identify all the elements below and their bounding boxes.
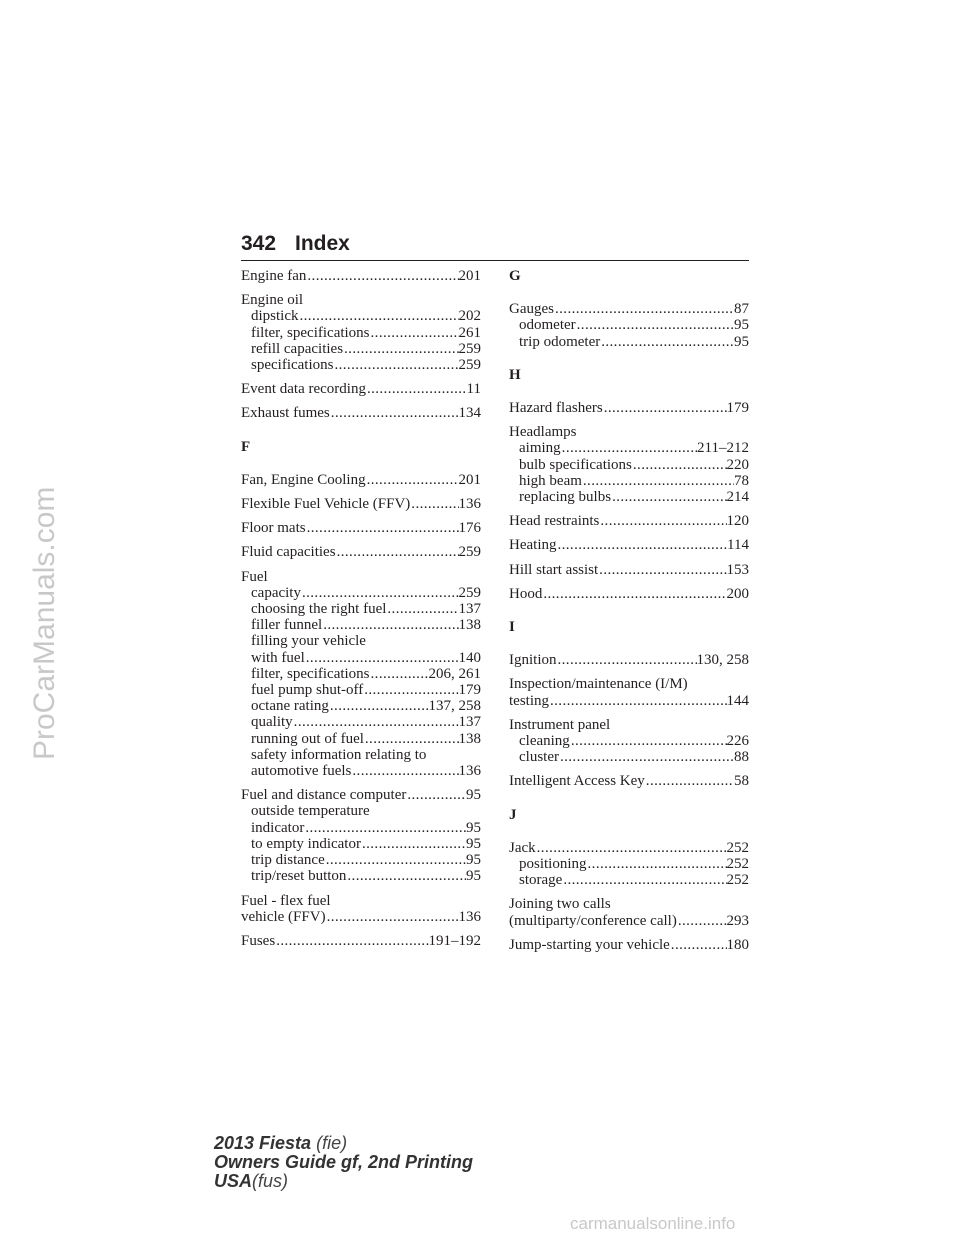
index-subentry-line — [241, 682, 481, 698]
page-ref: 259 — [458, 357, 481, 374]
index-entry-line — [509, 301, 749, 317]
page-ref: 134 — [458, 405, 481, 422]
entry-text: quality — [251, 714, 293, 731]
page-ref: 252 — [726, 856, 749, 873]
entry-text: Headlamps — [509, 424, 577, 441]
page-ref: 58 — [734, 773, 749, 790]
index-entry-line — [509, 562, 749, 578]
index-entry-line — [509, 400, 749, 416]
dot-leader — [364, 731, 459, 747]
page-ref: 259 — [458, 544, 481, 561]
entry-text: safety information relating to — [251, 746, 427, 763]
section-letter: I — [509, 619, 515, 636]
entry-text: filling your vehicle — [251, 633, 366, 650]
index-subentry-line — [509, 872, 749, 888]
index-entry — [509, 676, 749, 708]
entry-text: Floor mats — [241, 520, 306, 537]
page-ref: 179 — [726, 400, 749, 417]
index-subentry-line — [241, 308, 481, 324]
index-entry — [241, 787, 481, 884]
page-header — [241, 232, 749, 261]
entry-text: bulb specifications — [519, 456, 632, 473]
dot-leader — [301, 585, 459, 601]
index-subentry-line — [241, 852, 481, 868]
page-ref: 11 — [466, 381, 481, 398]
entry-text: storage — [519, 872, 563, 889]
index-entry — [509, 896, 749, 928]
page-ref: 95 — [466, 835, 481, 852]
entry-text: Fluid capacities — [241, 544, 336, 561]
dot-leader — [587, 856, 727, 872]
page-ref: 136 — [458, 496, 481, 513]
dot-leader — [570, 733, 727, 749]
page-ref: 137 — [458, 601, 481, 618]
page-number: 342 — [241, 232, 277, 255]
index-entry — [241, 268, 481, 284]
entry-text: Fuses — [241, 932, 276, 949]
index-entry — [241, 933, 481, 949]
dot-leader — [549, 693, 727, 709]
entry-text: fuel pump shut-off — [251, 682, 364, 699]
page-ref: 252 — [726, 839, 749, 856]
index-column-right — [509, 268, 749, 961]
page-ref: 202 — [458, 308, 481, 325]
index-entry-line — [509, 513, 749, 529]
entry-text: octane rating — [251, 698, 329, 715]
entry-text: trip odometer — [519, 333, 601, 350]
dot-leader — [306, 268, 458, 284]
page-ref: 138 — [458, 617, 481, 634]
index-entry — [241, 520, 481, 536]
entry-text: specifications — [251, 357, 334, 374]
page-ref: 261 — [458, 324, 481, 341]
entry-text: Gauges — [509, 301, 554, 318]
index-entry — [241, 472, 481, 488]
entry-text: Flexible Fuel Vehicle (FFV) — [241, 496, 411, 513]
entry-text: vehicle (FFV) — [241, 908, 326, 925]
dot-leader — [632, 457, 727, 473]
index-subentry-line — [509, 457, 749, 473]
page-ref: 136 — [458, 763, 481, 780]
dot-leader — [336, 544, 459, 560]
entry-text: Heating — [509, 537, 557, 554]
dot-leader — [361, 836, 466, 852]
footer-guide: Owners Guide gf, 2nd Printing — [214, 1152, 474, 1172]
page-ref: 201 — [458, 471, 481, 488]
index-subentry-line — [509, 317, 749, 333]
index-entry-line — [509, 693, 749, 709]
index-entry-line — [241, 520, 481, 536]
entry-text: Jump-starting your vehicle — [509, 936, 670, 953]
dot-leader — [562, 872, 726, 888]
entry-text: Fan, Engine Cooling — [241, 471, 366, 488]
index-entry-line — [509, 424, 749, 440]
dot-leader — [542, 586, 726, 602]
dot-leader — [366, 381, 467, 397]
footer-market-code: (fus) — [252, 1171, 289, 1191]
index-subentry-line — [509, 473, 749, 489]
index-entry-line — [241, 405, 481, 421]
dot-leader — [561, 440, 697, 456]
page-ref: 120 — [726, 513, 749, 530]
page-title: Index — [295, 232, 350, 255]
entry-text: Joining two calls — [509, 896, 611, 913]
page-ref: 220 — [726, 456, 749, 473]
index-subentry-line — [241, 763, 481, 779]
index-entry-line — [509, 717, 749, 733]
index-entry-line — [509, 937, 749, 953]
page-ref: 293 — [726, 912, 749, 929]
dot-leader — [299, 308, 459, 324]
dot-leader — [611, 489, 726, 505]
page-ref: 211–212 — [697, 440, 749, 457]
index-subentry-line — [509, 440, 749, 456]
entry-text: replacing bulbs — [519, 489, 612, 506]
index-entry — [509, 424, 749, 505]
page-ref: 200 — [726, 585, 749, 602]
page-ref: 180 — [726, 936, 749, 953]
page-ref: 95 — [466, 819, 481, 836]
index-entry — [241, 292, 481, 373]
index-entry-line — [241, 787, 481, 803]
index-subentry-line — [241, 714, 481, 730]
entry-text: Ignition — [509, 652, 557, 669]
section-letter: J — [509, 806, 517, 823]
index-entry-line — [241, 268, 481, 284]
footer-market: USA — [214, 1171, 253, 1191]
index-entry — [509, 301, 749, 350]
section-letter: H — [509, 366, 521, 383]
index-entry — [509, 400, 749, 416]
dot-leader — [326, 909, 459, 925]
index-entry — [241, 381, 481, 397]
entry-text: testing — [509, 692, 549, 709]
entry-text: Fuel — [241, 568, 268, 585]
dot-leader — [330, 405, 459, 421]
dot-leader — [293, 714, 459, 730]
index-entry — [509, 717, 749, 766]
dot-leader — [275, 933, 428, 949]
dot-leader — [603, 400, 727, 416]
dot-leader — [557, 652, 697, 668]
entry-text: filler funnel — [251, 617, 323, 634]
entry-text: Head restraints — [509, 513, 600, 530]
index-entry — [241, 496, 481, 512]
dot-leader — [559, 749, 734, 765]
index-entry-line — [509, 676, 749, 692]
index-entry-line — [241, 472, 481, 488]
page-ref: 88 — [734, 749, 749, 766]
page-ref: 95 — [466, 868, 481, 885]
section-letter: F — [241, 438, 251, 455]
side-watermark-text: ProCarManuals.com — [28, 486, 61, 760]
dot-leader — [536, 840, 727, 856]
index-entry — [509, 652, 749, 668]
dot-leader — [329, 698, 429, 714]
index-subentry-line — [241, 617, 481, 633]
page-ref: 114 — [727, 537, 749, 554]
index-subentry-line — [241, 868, 481, 884]
index-subentry-line — [241, 666, 481, 682]
dot-leader — [306, 520, 459, 536]
dot-leader — [325, 852, 466, 868]
index-entry-line — [241, 933, 481, 949]
dot-leader — [351, 763, 458, 779]
dot-leader — [370, 325, 459, 341]
bottom-watermark: carmanualsonline.info — [570, 1214, 736, 1233]
page-ref: 137 — [458, 714, 481, 731]
index-entry-line — [241, 544, 481, 560]
entry-text: trip distance — [251, 852, 325, 869]
dot-leader — [304, 820, 466, 836]
page-ref: 130, 258 — [696, 652, 749, 669]
entry-text: positioning — [519, 856, 587, 873]
entry-text: Instrument panel — [509, 716, 611, 733]
index-entry-line — [241, 909, 481, 925]
page-ref: 138 — [458, 730, 481, 747]
page-ref: 226 — [726, 733, 749, 750]
entry-text: trip/reset button — [251, 868, 347, 885]
page-ref: 78 — [734, 472, 749, 489]
entry-text: indicator — [251, 819, 305, 836]
entry-text: cluster — [519, 749, 559, 766]
index-entry — [509, 537, 749, 553]
dot-leader — [670, 937, 727, 953]
entry-text: high beam — [519, 472, 582, 489]
dot-leader — [366, 472, 459, 488]
page-ref: 201 — [458, 268, 481, 284]
entry-text: capacity — [251, 584, 301, 601]
index-subentry-line — [509, 489, 749, 505]
page-ref: 176 — [458, 520, 481, 537]
page-ref: 252 — [726, 872, 749, 889]
dot-leader — [599, 513, 726, 529]
entry-text: cleaning — [519, 733, 570, 750]
entry-text: Hazard flashers — [509, 400, 603, 417]
dot-leader — [322, 617, 458, 633]
entry-text: outside temperature — [251, 803, 370, 820]
entry-text: dipstick — [251, 308, 299, 325]
entry-text: aiming — [519, 440, 561, 457]
entry-text: Hood — [509, 585, 543, 602]
dot-leader — [370, 666, 429, 682]
index-subentry-line — [241, 820, 481, 836]
dot-leader — [410, 496, 458, 512]
index-subentry-line — [241, 341, 481, 357]
entry-text: odometer — [519, 317, 576, 334]
dot-leader — [556, 537, 727, 553]
dot-leader — [333, 357, 458, 373]
entry-text: filter, specifications — [251, 324, 370, 341]
dot-leader — [677, 913, 727, 929]
dot-leader — [343, 341, 458, 357]
entry-text: to empty indicator — [251, 835, 361, 852]
index-entry-line — [241, 292, 481, 308]
footer-model: 2013 Fiesta — [214, 1133, 312, 1153]
page-ref: 95 — [466, 852, 481, 869]
index-entry-line — [509, 840, 749, 856]
index-entry — [509, 562, 749, 578]
page-ref: 214 — [726, 489, 749, 506]
entry-text: Inspection/maintenance (I/M) — [509, 676, 688, 693]
index-subentry-line — [241, 325, 481, 341]
dot-leader — [598, 562, 726, 578]
entry-text: filter, specifications — [251, 665, 370, 682]
index-entry-line — [241, 569, 481, 585]
dot-leader — [406, 787, 466, 803]
page-ref: 191–192 — [428, 932, 481, 949]
entry-text: Hill start assist — [509, 561, 599, 578]
entry-text: choosing the right fuel — [251, 601, 387, 618]
section-letter: G — [509, 268, 521, 284]
index-entry-line — [509, 537, 749, 553]
footer — [214, 1134, 473, 1191]
index-entry — [509, 513, 749, 529]
dot-leader — [582, 473, 734, 489]
entry-text: with fuel — [251, 649, 305, 666]
page-ref: 137, 258 — [428, 698, 481, 715]
index-entry — [241, 569, 481, 780]
dot-leader — [576, 317, 734, 333]
entry-text: Engine fan — [241, 268, 307, 284]
index-subentry-line — [241, 357, 481, 373]
index-entry — [241, 544, 481, 560]
index-subentry-line — [241, 585, 481, 601]
index-entry — [509, 773, 749, 789]
page-ref: 87 — [734, 301, 749, 318]
index-subentry-line — [241, 698, 481, 714]
page-ref: 95 — [734, 333, 749, 350]
index-subentry-line — [509, 749, 749, 765]
entry-text: Fuel - flex fuel — [241, 892, 331, 909]
entry-text: Fuel and distance computer — [241, 787, 407, 804]
page-ref: 140 — [458, 649, 481, 666]
entry-text: automotive fuels — [251, 763, 352, 780]
index-entry-line — [241, 496, 481, 512]
index-entry-line — [241, 381, 481, 397]
entry-text: running out of fuel — [251, 730, 364, 747]
index-subentry-line — [509, 733, 749, 749]
index-entry-line — [241, 893, 481, 909]
index-entry-line — [509, 586, 749, 602]
index-subentry-line — [241, 650, 481, 666]
index-entry-line — [509, 896, 749, 912]
page-ref: 179 — [458, 682, 481, 699]
index-entry — [241, 405, 481, 421]
entry-text: Event data recording — [241, 381, 366, 398]
dot-leader — [346, 868, 466, 884]
index-entry-line — [509, 652, 749, 668]
dot-leader — [600, 334, 734, 350]
side-watermark — [6, 486, 61, 920]
dot-leader — [386, 601, 458, 617]
page-ref: 206, 261 — [428, 665, 481, 682]
index-subentry-line — [241, 633, 481, 649]
entry-text: Intelligent Access Key — [509, 773, 645, 790]
dot-leader — [363, 682, 458, 698]
index-entry — [241, 893, 481, 925]
index-entry — [509, 840, 749, 889]
entry-text: Exhaust fumes — [241, 405, 330, 422]
page-ref: 259 — [458, 340, 481, 357]
page-ref: 95 — [734, 317, 749, 334]
index-subentry-line — [241, 803, 481, 819]
index-entry-line — [509, 773, 749, 789]
index-subentry-line — [241, 601, 481, 617]
index-column-left — [241, 268, 481, 957]
entry-text: refill capacities — [251, 340, 344, 357]
index-subentry-line — [241, 747, 481, 763]
footer-model-code: (fie) — [316, 1133, 348, 1153]
page-ref: 259 — [458, 584, 481, 601]
entry-text: Engine oil — [241, 292, 304, 309]
entry-text: (multiparty/conference call) — [509, 912, 677, 929]
index-subentry-line — [509, 334, 749, 350]
entry-text: Jack — [509, 839, 536, 856]
dot-leader — [645, 773, 734, 789]
page-ref: 144 — [726, 692, 749, 709]
dot-leader — [305, 650, 459, 666]
index-subentry-line — [509, 856, 749, 872]
index-subentry-line — [241, 836, 481, 852]
index-subentry-line — [241, 731, 481, 747]
index-entry — [509, 937, 749, 953]
index-entry-line — [509, 913, 749, 929]
dot-leader — [554, 301, 734, 317]
page-ref: 95 — [466, 787, 481, 804]
page-ref: 153 — [726, 561, 749, 578]
page-ref: 136 — [458, 908, 481, 925]
index-entry — [509, 586, 749, 602]
